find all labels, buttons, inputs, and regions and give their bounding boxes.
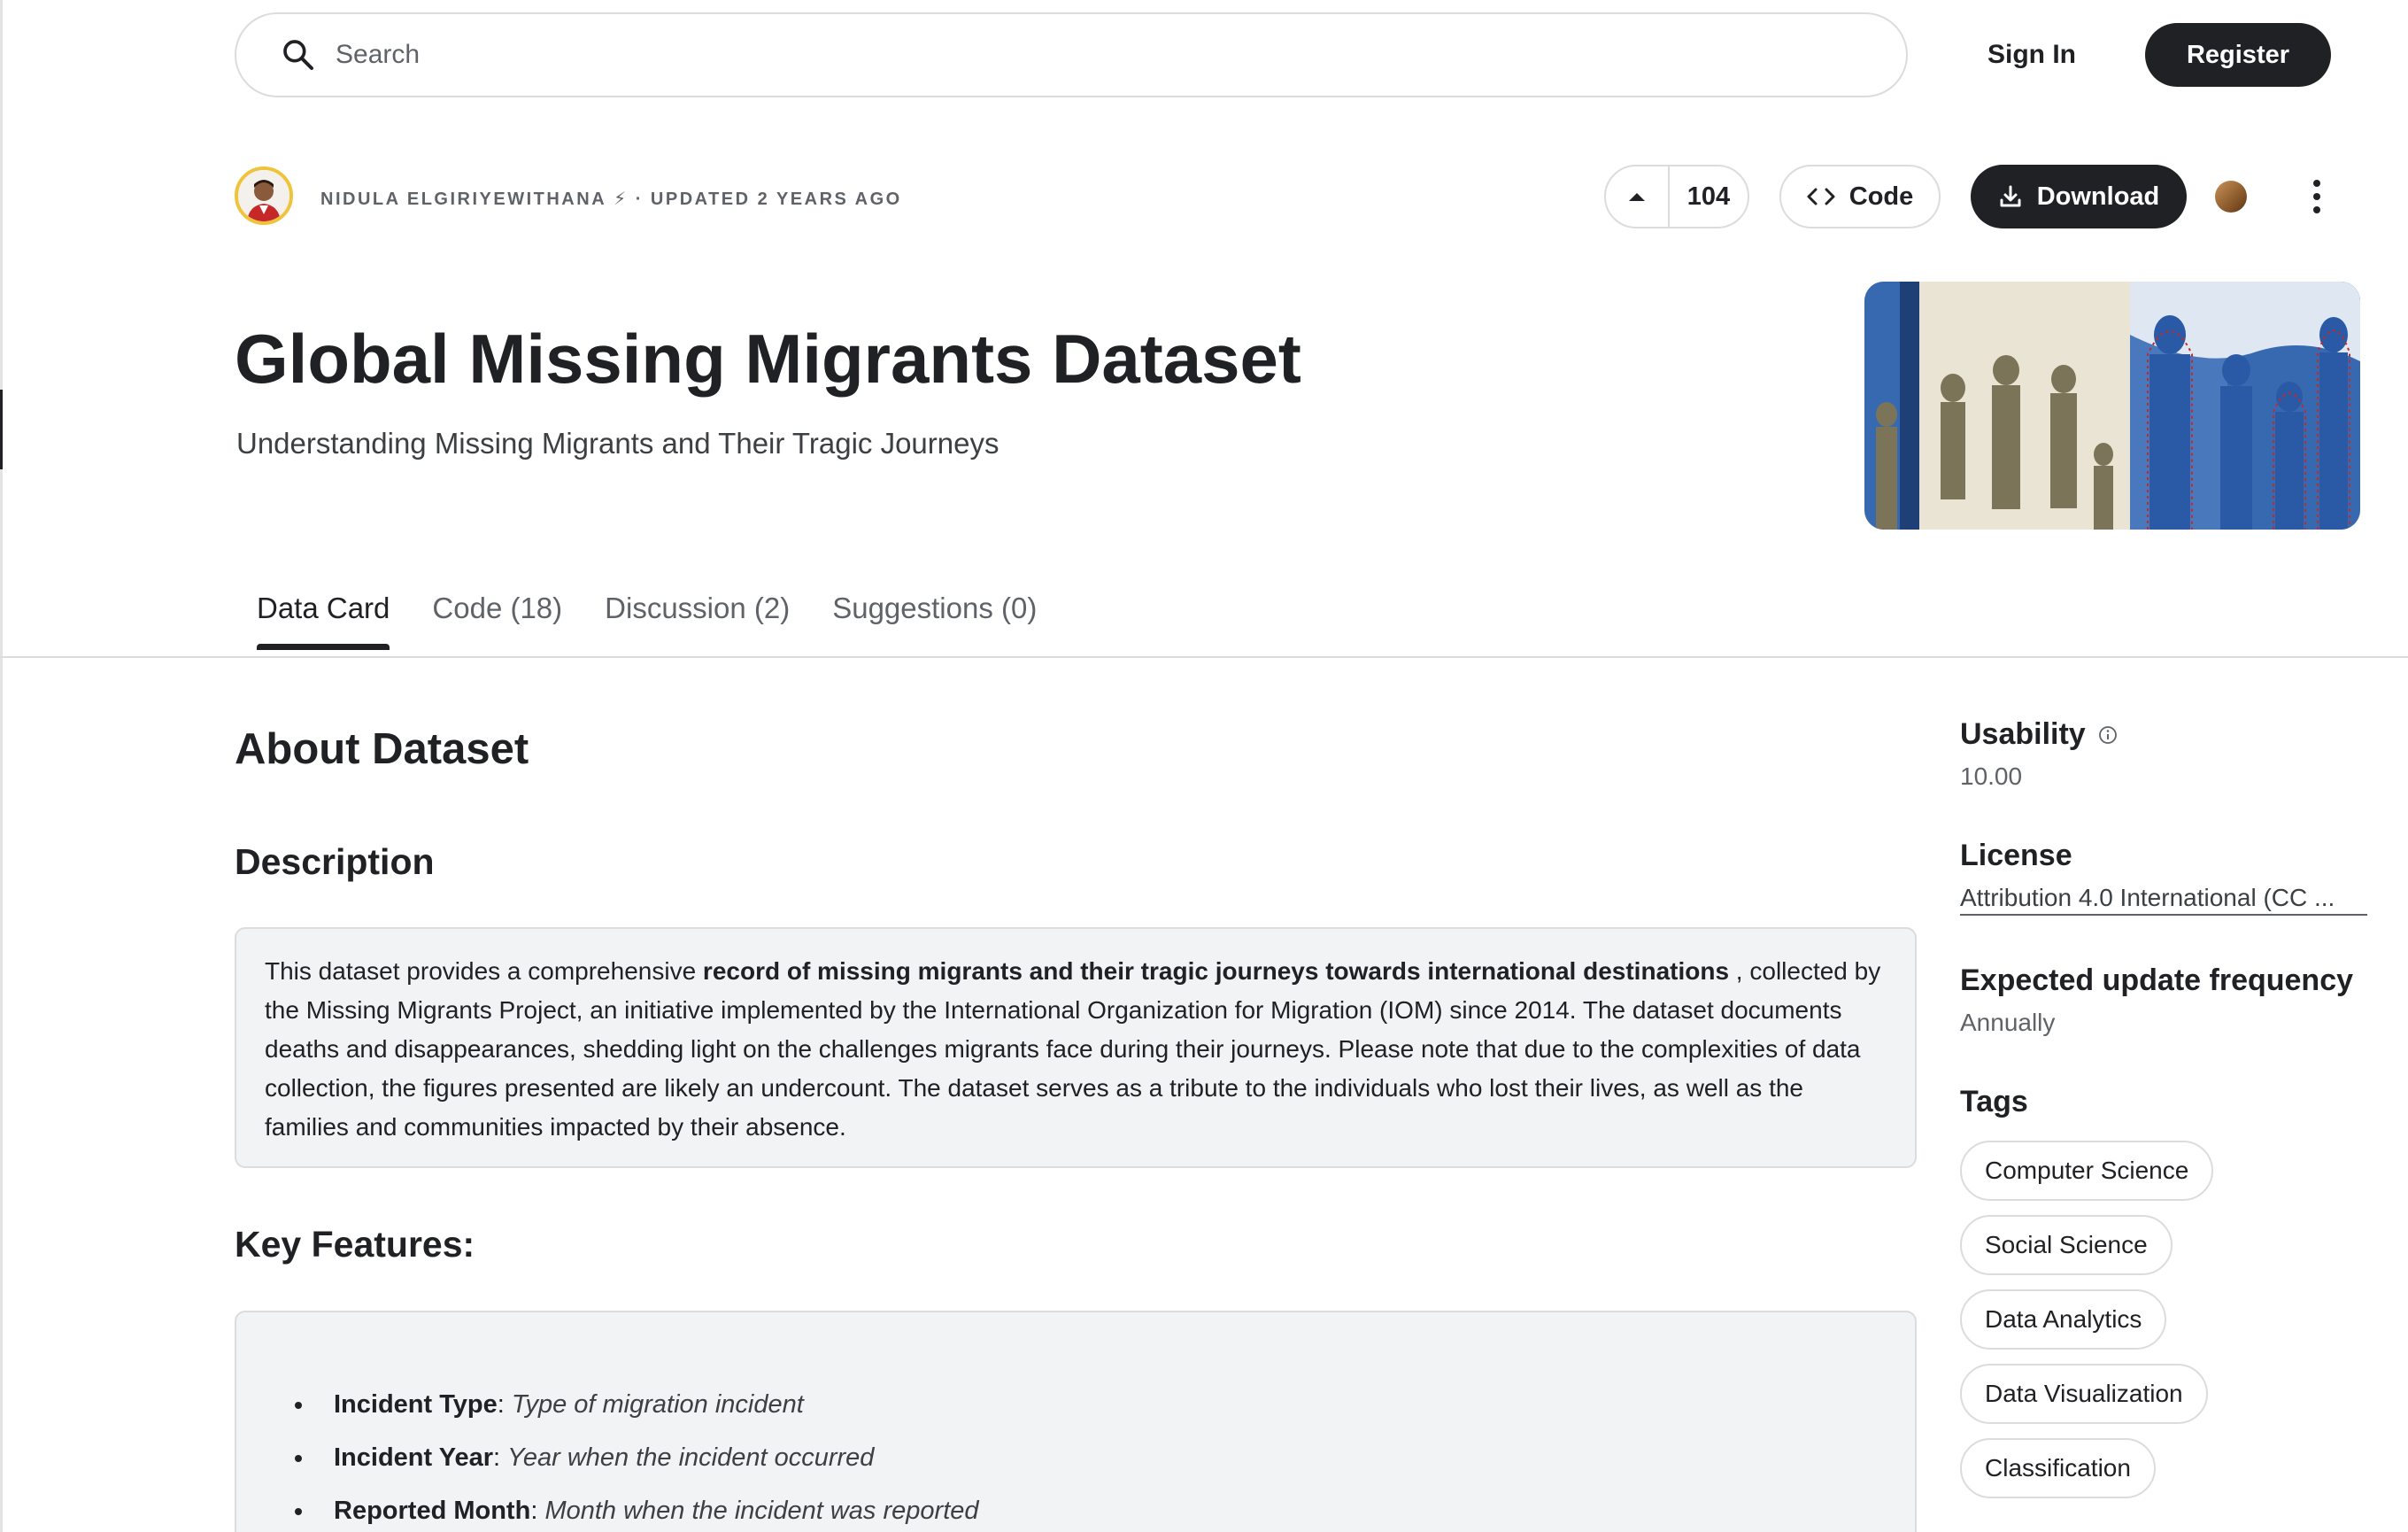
key-features-box	[235, 1311, 1917, 1532]
author-byline	[320, 188, 902, 210]
tab-data-card[interactable]: Data Card	[257, 592, 390, 645]
download-button[interactable]	[1971, 165, 2187, 228]
license-link[interactable]: Attribution 4.0 International (CC ...	[1960, 884, 2367, 916]
search-input[interactable]: Search	[336, 40, 421, 69]
code-button[interactable]	[1779, 165, 1941, 228]
tag-classification[interactable]: Classification	[1960, 1438, 2156, 1498]
description-bold: record of missing migrants and their tragic journeys towards international destinations	[702, 957, 1730, 985]
list-item	[295, 1378, 1915, 1431]
search-bar[interactable]	[235, 12, 1908, 97]
updated-time: · UPDATED 2 YEARS AGO	[635, 190, 902, 209]
feature-separator: :	[530, 1497, 545, 1525]
tags-heading: Tags	[1960, 1085, 2028, 1118]
description-intro: This dataset provides a comprehensive	[265, 957, 703, 985]
key-features-heading: Key Features:	[235, 1224, 475, 1265]
register-button[interactable]: Register	[2145, 23, 2331, 87]
feature-separator: :	[497, 1390, 512, 1419]
tag-data-analytics[interactable]: Data Analytics	[1960, 1289, 2166, 1350]
tag-social-science[interactable]: Social Science	[1960, 1215, 2173, 1275]
left-border-indicator	[0, 390, 3, 469]
bronze-medal-icon[interactable]	[2215, 181, 2247, 213]
usability-heading	[1960, 717, 2367, 752]
dataset-subtitle: Understanding Missing Migrants and Their Tragic Journeys	[236, 427, 999, 460]
description-heading: Description	[235, 841, 435, 882]
more-options-icon[interactable]	[2297, 175, 2336, 218]
description-rest: , collected by the Missing Migrants Project, an initiative implemented by the International Organization for Migration (IOM) since 2014. The dataset documents deaths and disappearances, shedding light on the challenges migrants face during their journeys. Please note that due to the complexities of data collection, the figures presented are likely an undercount. The dataset serves as a tribute to the individuals who lost their lives, as well as the families and communities impacted by their absence.	[265, 957, 1881, 1141]
info-icon[interactable]	[2098, 725, 2118, 745]
usability-label: Usability	[1960, 717, 2086, 751]
upvote-control	[1604, 165, 1749, 228]
list-item	[295, 1484, 1915, 1532]
upvote-button[interactable]	[1606, 166, 1670, 227]
tab-code[interactable]: Code (18)	[432, 592, 563, 624]
frequency-heading: Expected update frequency	[1960, 963, 2354, 997]
sign-in-button[interactable]: Sign In	[1987, 40, 2076, 69]
dataset-tabs	[257, 592, 1037, 645]
features-list	[295, 1378, 1915, 1532]
feature-desc: Year when the incident occurred	[507, 1443, 875, 1472]
metadata-sidebar	[1960, 717, 2367, 1498]
usability-value: 10.00	[1960, 762, 2023, 790]
tag-computer-science[interactable]: Computer Science	[1960, 1141, 2213, 1201]
caret-up-icon	[1627, 190, 1647, 203]
list-item	[295, 1431, 1915, 1484]
about-dataset-heading: About Dataset	[235, 725, 529, 773]
tabs-divider	[0, 656, 2408, 658]
code-icon	[1807, 187, 1835, 206]
tags-list	[1960, 1141, 2367, 1498]
feature-name: Incident Year	[334, 1443, 493, 1472]
search-icon	[281, 37, 316, 73]
author-avatar[interactable]	[235, 166, 293, 225]
author-name[interactable]: NIDULA ELGIRIYEWITHANA	[320, 190, 607, 209]
bolt-icon: ⚡	[614, 190, 629, 209]
feature-desc: Type of migration incident	[511, 1390, 804, 1419]
feature-name: Incident Type	[334, 1390, 498, 1419]
avatar-image	[238, 170, 289, 221]
upvote-count: 104	[1686, 182, 1731, 211]
code-button-label: Code	[1848, 182, 1914, 211]
dataset-cover-image	[1864, 282, 2360, 530]
feature-desc: Month when the incident was reported	[544, 1497, 979, 1525]
feature-separator: :	[493, 1443, 508, 1472]
tag-data-visualization[interactable]: Data Visualization	[1960, 1364, 2208, 1424]
tab-discussion[interactable]: Discussion (2)	[605, 592, 791, 624]
description-box	[235, 927, 1917, 1168]
download-button-label: Download	[2036, 182, 2160, 211]
left-border	[0, 0, 3, 1532]
frequency-value: Annually	[1960, 1009, 2056, 1036]
license-heading: License	[1960, 839, 2072, 872]
dataset-title: Global Missing Migrants Dataset	[235, 320, 1301, 398]
feature-name: Reported Month	[334, 1497, 531, 1525]
download-icon	[1998, 184, 2023, 209]
tab-suggestions[interactable]: Suggestions (0)	[832, 592, 1038, 624]
